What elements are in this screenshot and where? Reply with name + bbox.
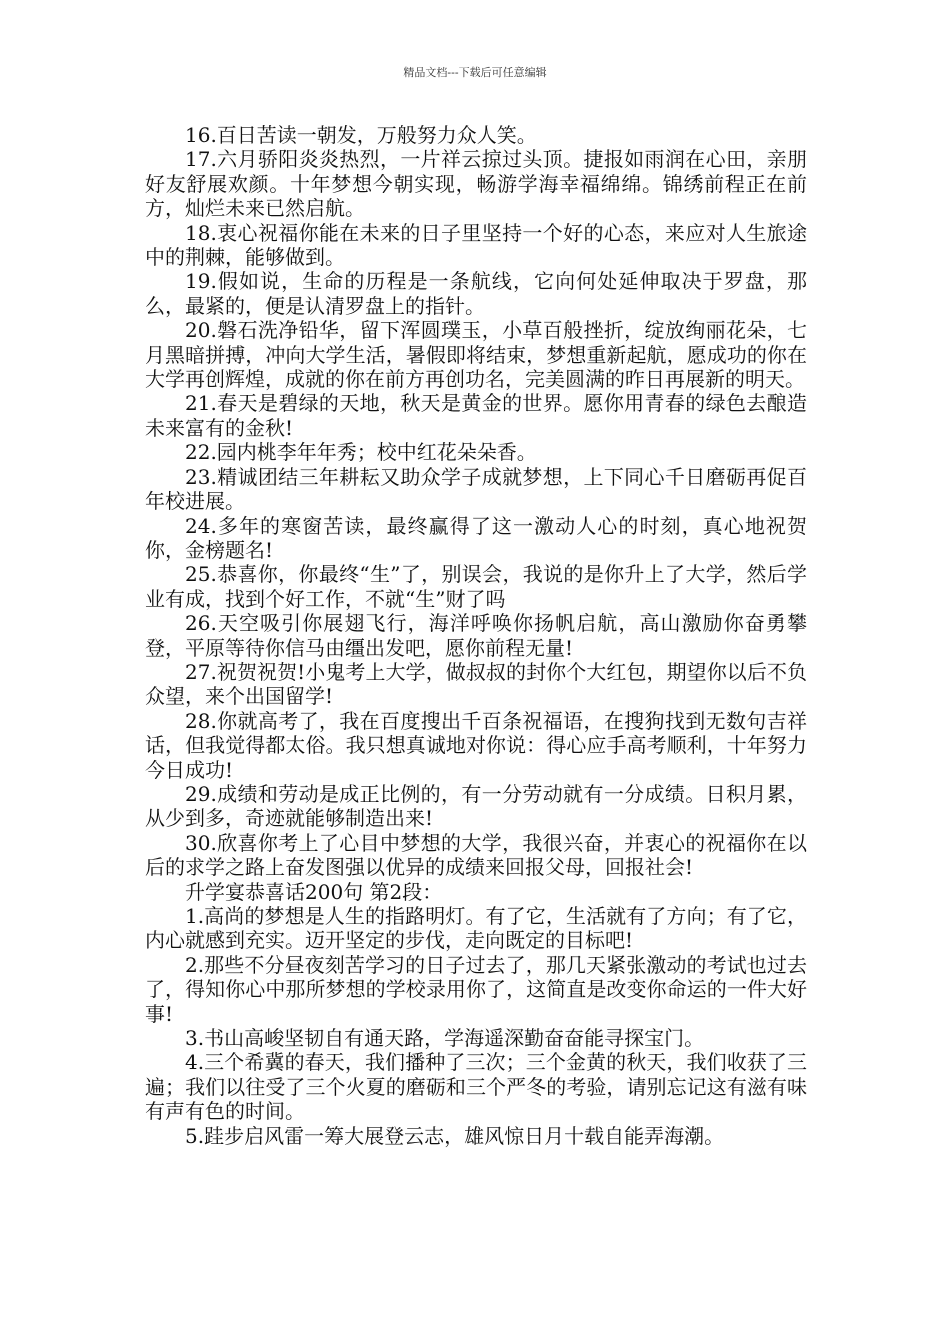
paragraph-21: 21.春天是碧绿的天地，秋天是黄金的世界。愿你用青春的绿色去酿造未来富有的金秋! [145,391,807,440]
paragraph-24: 24.多年的寒窗苦读，最终赢得了这一激动人心的时刻，真心地祝贺你，金榜题名! [145,513,807,562]
paragraph-22: 22.园内桃李年年秀；校中红花朵朵香。 [185,440,537,465]
paragraph-1: 1.高尚的梦想是人生的指路明灯。有了它，生活就有了方向；有了它，内心就感到充实。迈开坚定的步伐，走向既定的目标吧! [145,904,807,953]
paragraph-27: 27.祝贺祝贺!小鬼考上大学，做叔叔的封你个大红包，期望你以后不负众望，来个出国留学! [145,659,807,709]
paragraph-28: 28.你就高考了，我在百度搜出千百条祝福语，在搜狗找到无数句吉祥话，但我觉得都太俗。我只想真诚地对你说：得心应手高考顺利，十年努力今日成功! [145,708,807,782]
paragraph-2: 2.那些不分昼夜刻苦学习的日子过去了，那几天紧张激动的考试也过去了，得知你心中那所梦想的学校录用你了，这简直是改变你命运的一件大好事! [145,952,807,1026]
paragraph-25: 25.恭喜你，你最终“生”了，别误会，我说的是你升上了大学，然后学业有成，找到个好工作，不就“生”财了吗 [145,562,807,611]
paragraph-18: 18.衷心祝福你能在未来的日子里坚持一个好的心态，来应对人生旅途中的荆棘，能够做到。 [145,220,807,270]
section-heading: 升学宴恭喜话200句 第2段： [185,879,443,904]
paragraph-29: 29.成绩和劳动是成正比例的，有一分劳动就有一分成绩。日积月累，从少到多，奇迹就能够制造出来! [145,781,807,831]
paragraph-23: 23.精诚团结三年耕耘又助众学子成就梦想，上下同心千日磨砺再促百年校进展。 [145,464,807,514]
paragraph-4: 4.三个希冀的春天，我们播种了三次；三个金黄的秋天，我们收获了三遍；我们以往受了三个火夏的磨砺和三个严冬的考验，请别忘记这有滋有味有声有色的时间。 [145,1050,807,1124]
paragraph-30: 30.欣喜你考上了心目中梦想的大学，我很兴奋，并衷心的祝福你在以后的求学之路上奋发图强以优异的成绩来回报父母，回报社会! [145,830,807,880]
page-header: 精品文档---下载后可任意编辑 [403,66,547,79]
paragraph-19: 19.假如说，生命的历程是一条航线，它向何处延伸取决于罗盘，那么，最紧的，便是认清罗盘上的指针。 [145,269,807,318]
paragraph-5: 5.跬步启风雷一筹大展登云志，雄风惊日月十载自能弄海潮。 [185,1123,725,1148]
paragraph-26: 26.天空吸引你展翅飞行，海洋呼唤你扬帆启航，高山激励你奋勇攀登，平原等待你信马由缰出发吧，愿你前程无量! [145,611,807,660]
document-body [145,123,807,1148]
paragraph-20: 20.磐石洗净铅华，留下浑圆璞玉，小草百般挫折，绽放绚丽花朵，七月黑暗拼搏，冲向大学生活，暑假即将结束，梦想重新起航，愿成功的你在大学再创辉煌，成就的你在前方再创功名，完美圆满的昨日再展新的明天。 [145,318,807,392]
paragraph-16: 16.百日苦读一朝发，万般努力众人笑。 [185,123,537,147]
paragraph-3: 3.书山高峻坚韧自有通天路，学海遥深勤奋奋能寻探宝门。 [185,1026,705,1051]
paragraph-17: 17.六月骄阳炎炎热烈，一片祥云掠过头顶。捷报如雨润在心田，亲朋好友舒展欢颜。十年梦想今朝实现，畅游学海幸福绵绵。锦绣前程正在前方，灿烂未来已然启航。 [145,147,807,221]
